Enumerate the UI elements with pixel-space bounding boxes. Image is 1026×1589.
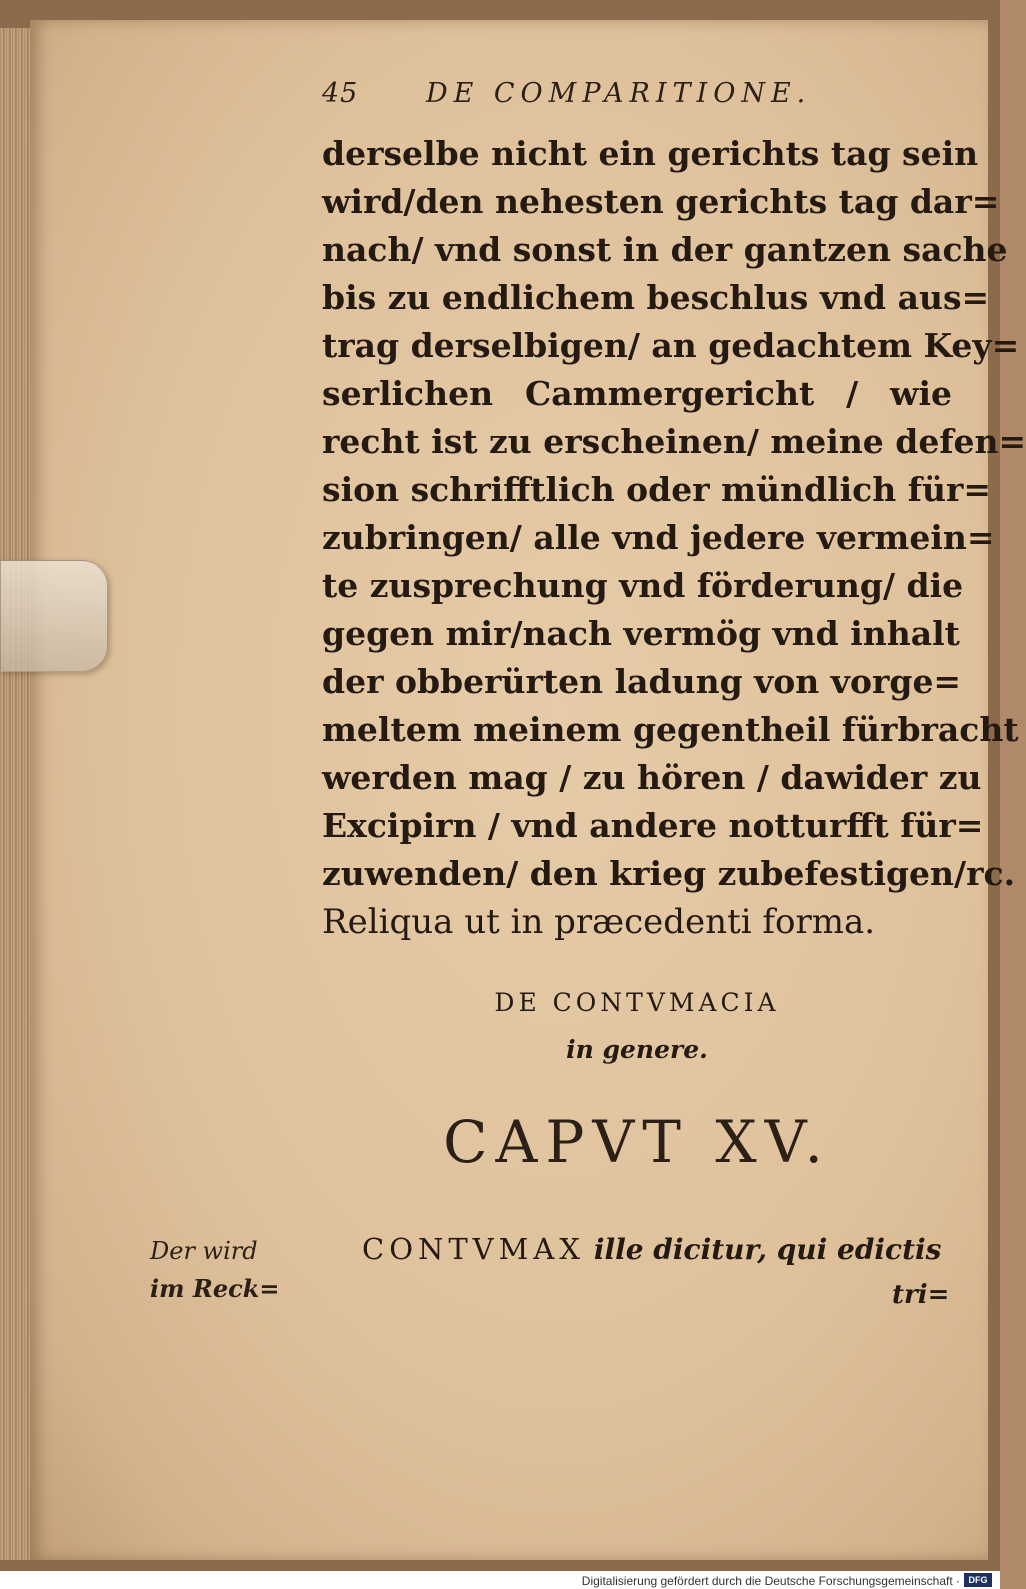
initial-caps-word: CONTVMAX [362,1232,585,1266]
section-heading: DE CONTVMACIA [494,988,780,1017]
page-number: 45 [322,78,359,109]
catchword: tri= [892,1280,950,1310]
body-text [322,130,1026,946]
text-line: werden mag / zu hören / dawider zu [322,758,982,797]
margin-note-line: im Reck= [150,1274,280,1303]
text-line: trag derselbigen/ an gedachtem Key= [322,326,1020,365]
text-line: Excipirn / vnd andere notturfft für= [322,806,984,845]
text-line: sion schrifftlich oder mündlich für= [322,470,991,509]
running-header [322,78,811,109]
text-line: recht ist zu erscheinen/ meine defen= [322,422,1026,461]
first-line-text: ille dicitur, qui edictis [593,1233,942,1266]
running-title: DE COMPARITIONE. [425,78,812,109]
text-line: gegen mir/nach vermög vnd inhalt [322,614,960,653]
chapter-title: CAPVT XV. [443,1108,831,1176]
text-line: te zusprechung vnd förderung/ die [322,566,964,605]
text-line: zuwenden/ den krieg zubefestigen/rc. [322,854,1016,893]
margin-note-line: Der wird [150,1237,258,1265]
margin-note [150,1232,300,1308]
text-line: bis zu endlichem beschlus vnd aus= [322,278,990,317]
text-line: wird/den nehesten gerichts tag dar= [322,182,1000,221]
text-line: derselbe nicht ein gerichts tag sein [322,134,979,173]
text-line: meltem meinem gegentheil fürbracht [322,710,1019,749]
chapter-first-line [362,1232,952,1266]
text-line: serlichen Cammergericht / wie [322,374,952,413]
funding-credit: Digitalisierung gefördert durch die Deutsche Forschungsgemeinschaft · [581,1574,960,1588]
text-line-latin: Reliqua ut in præcedenti forma. [322,902,876,942]
dfg-logo-icon: DFG [964,1573,992,1587]
section-subheading: in genere. [566,1035,708,1064]
text-line: der obberürten ladung von vorge= [322,662,962,701]
text-line: nach/ vnd sonst in der gantzen sache [322,230,1008,269]
page-clip [0,560,108,672]
text-line: zubringen/ alle vnd jedere vermein= [322,518,995,557]
